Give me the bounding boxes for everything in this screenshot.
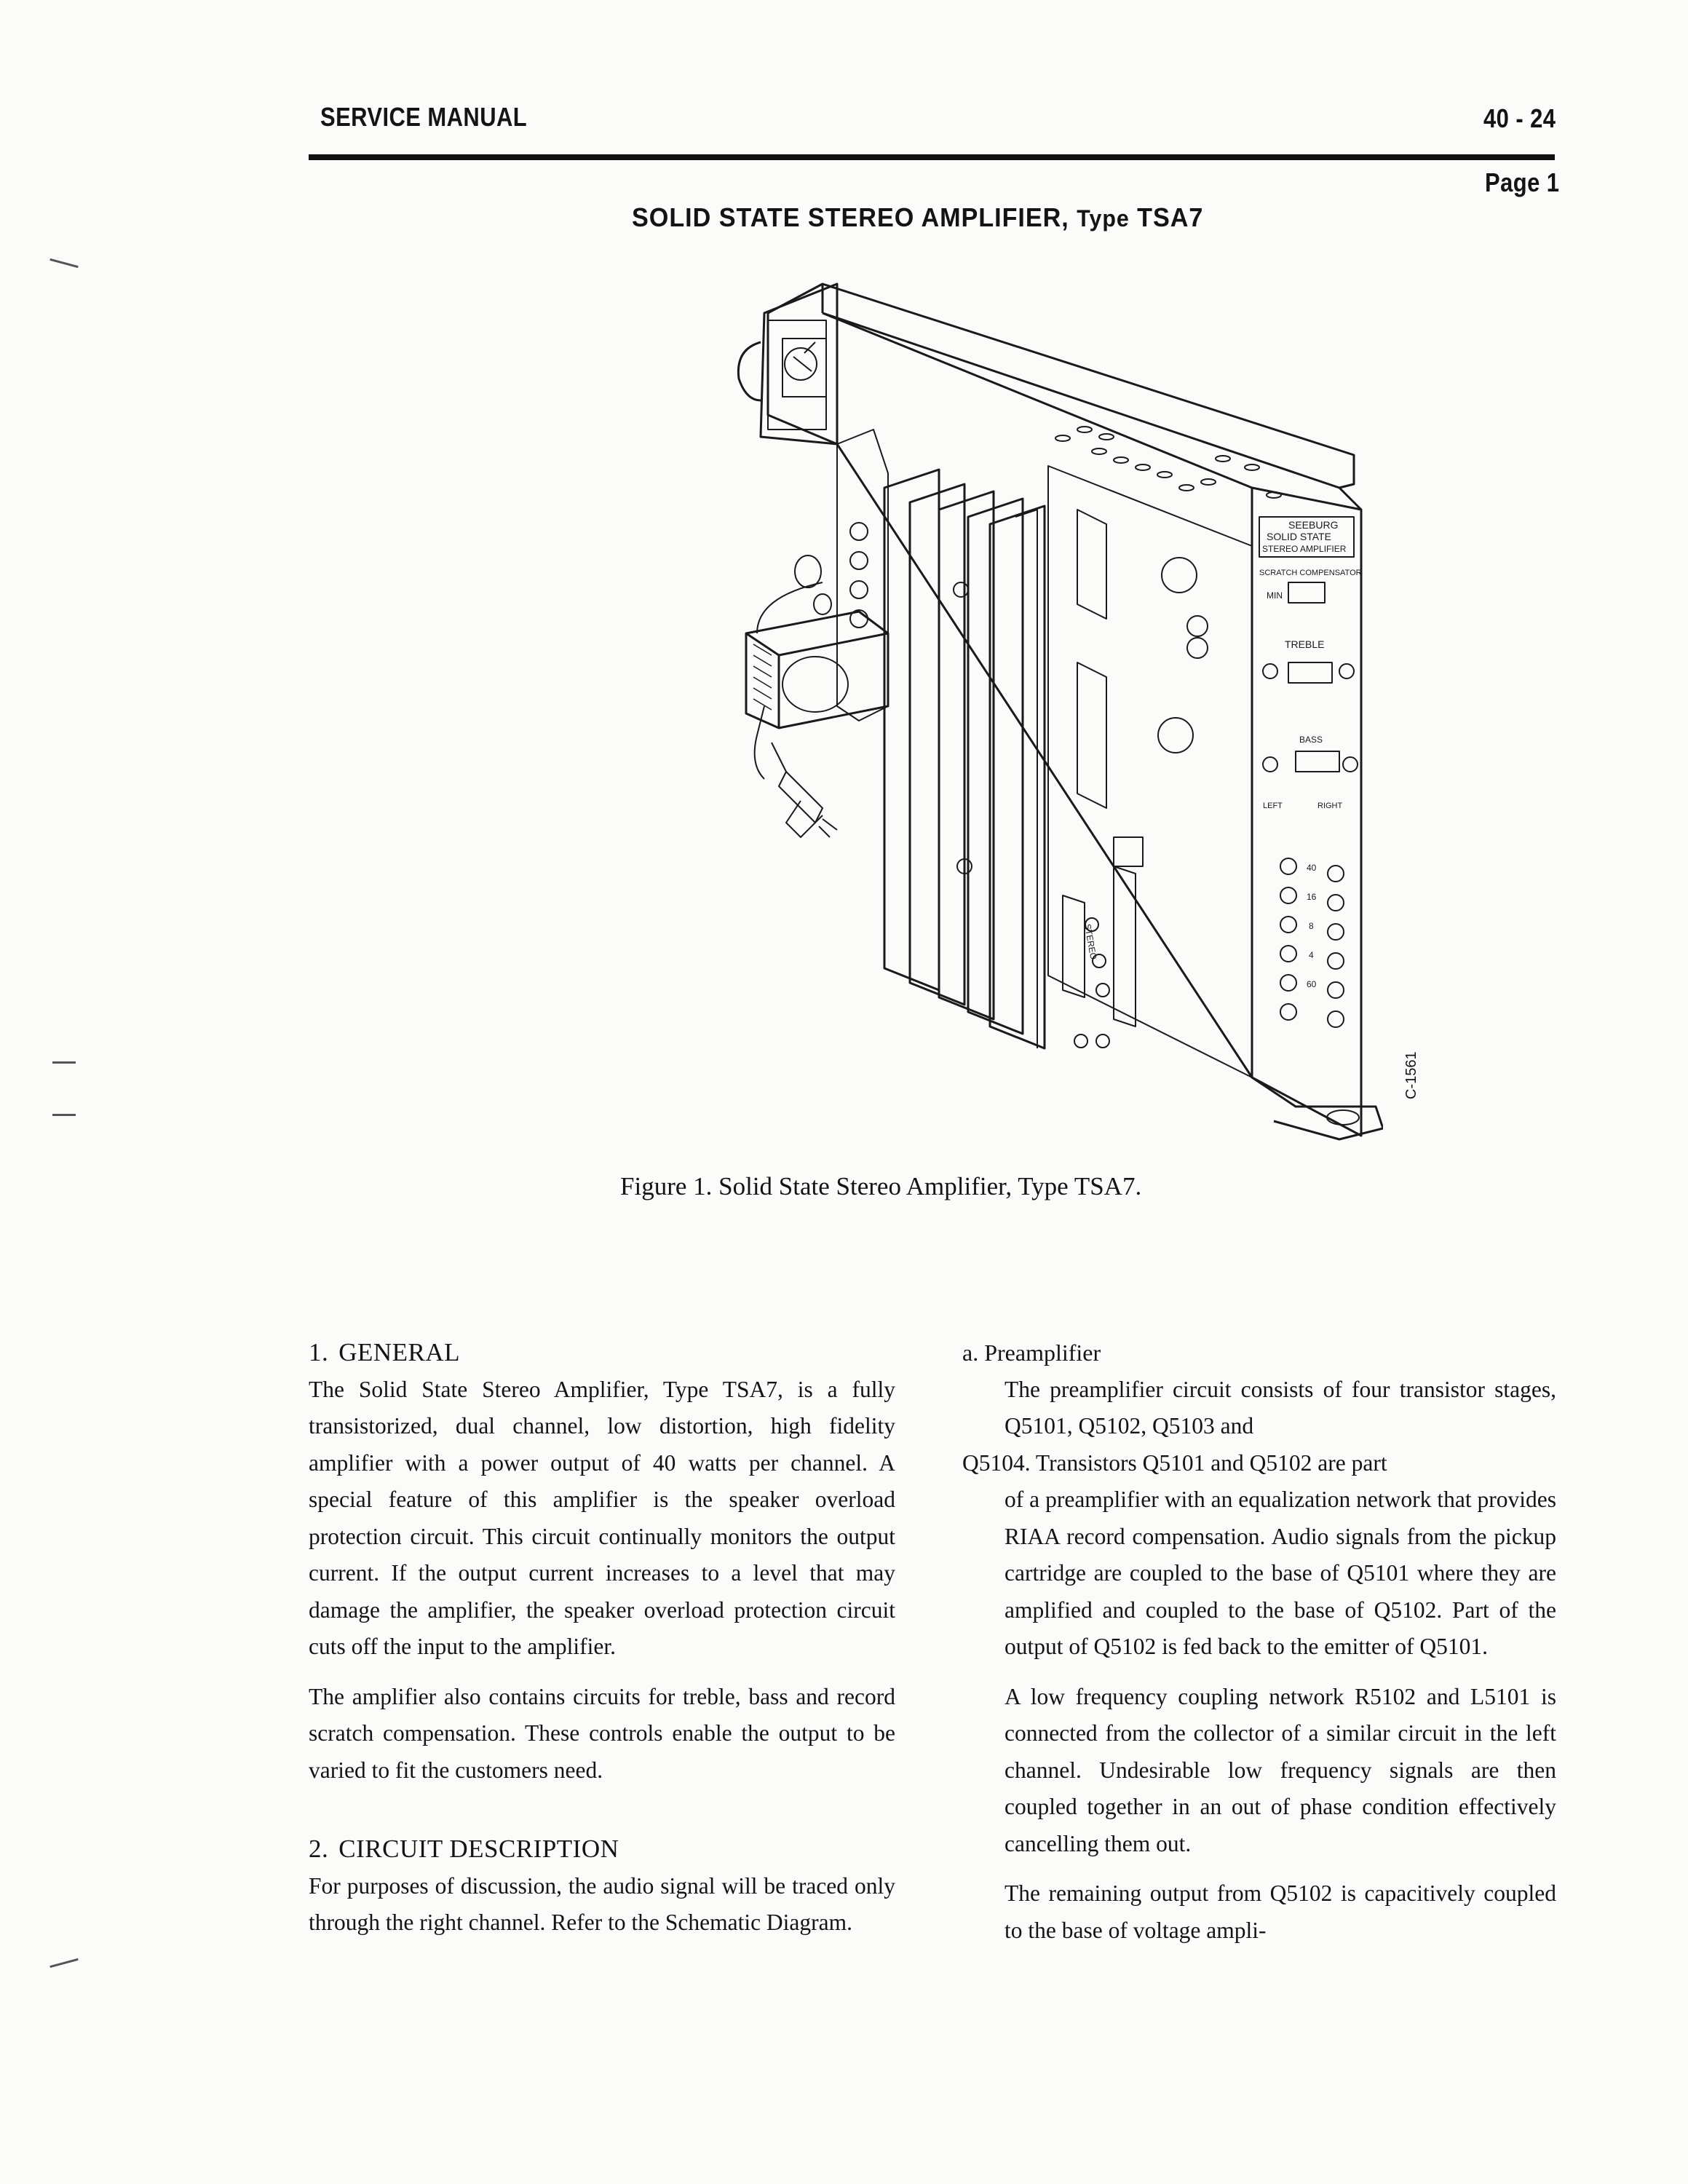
preamplifier-title: Preamplifier <box>984 1340 1101 1366</box>
section-1-title: GENERAL <box>338 1338 461 1366</box>
header-section-number: 40 - 24 <box>1483 103 1556 133</box>
margin-mark <box>52 1061 76 1064</box>
tap-40: 40 <box>1307 863 1317 873</box>
page-title-main: SOLID STATE STEREO AMPLIFIER, <box>632 202 1069 232</box>
section-2-number: 2. <box>309 1835 329 1863</box>
panel-scratch-min: MIN <box>1267 590 1283 601</box>
preamp-paragraph-2: A low frequency coupling network R5102 and L5101 is connected from the collector of a similar circuit in the left channel. Undesirable low frequency signals are then coupled together in an out of phase condition effectively cancelling them out. <box>1005 1683 1556 1856</box>
section-1-heading <box>309 1334 895 1372</box>
page-title-type-word: Type <box>1077 205 1130 232</box>
tap-8: 8 <box>1309 921 1314 931</box>
header-rule <box>309 154 1555 160</box>
board-stereo-label: STEREO <box>1082 923 1099 961</box>
margin-mark <box>52 1114 76 1116</box>
circuit-description-paragraph: For purposes of discussion, the audio signal will be traced only through the right channel. Refer to the Schematic Diagram. <box>309 1872 895 1935</box>
panel-scratch-label: SCRATCH COMPENSATOR <box>1259 569 1362 577</box>
figure-caption: Figure 1. Solid State Stereo Amplifier, Type TSA7. <box>620 1172 1142 1200</box>
section-1-number: 1. <box>309 1338 329 1366</box>
panel-left-label: LEFT <box>1263 802 1283 810</box>
preamp-paragraph-3: The remaining output from Q5102 is capacitively coupled to the base of voltage ampli- <box>1005 1880 1556 1943</box>
amplifier-illustration <box>480 269 1383 1194</box>
preamplifier-letter: a. <box>962 1340 979 1366</box>
margin-mark <box>49 258 78 268</box>
page-title <box>632 202 1203 233</box>
panel-right-label: RIGHT <box>1317 802 1343 810</box>
margin-mark <box>49 1958 78 1968</box>
preamp-paragraph-1b: Q5104. Transistors Q5101 and Q5102 are part <box>962 1449 1387 1476</box>
tap-16: 16 <box>1307 892 1317 902</box>
tap-60: 60 <box>1307 979 1317 989</box>
preamplifier-heading <box>962 1334 1556 1372</box>
header-manual-title: SERVICE MANUAL <box>320 102 528 132</box>
general-paragraph-1: The Solid State Stereo Amplifier, Type TSA7, is a fully transistorized, dual channel, low distortion, high fidelity amplifier with a power output of 40 watts per channel. A special feature of this amplifier is the speaker overload protection circuit. This circuit continually monitors the output current. If the output current increases to a level that may damage the amplifier, the speaker overload protection circuit cuts off the input to the amplifier. <box>309 1376 895 1659</box>
panel-product-line2: STEREO AMPLIFIER <box>1262 544 1347 554</box>
panel-brand: SEEBURG <box>1288 519 1339 531</box>
page-title-model: TSA7 <box>1137 202 1204 232</box>
panel-treble-label: TREBLE <box>1285 638 1325 650</box>
section-2-heading <box>309 1831 895 1868</box>
panel-product-line1: SOLID STATE <box>1267 531 1331 542</box>
preamp-paragraph-1c: of a preamplifier with an equalization network that provides RIAA record compensation. Audio signals from the pickup cartridge are coupled to the base of Q5101 where they are amplified and coupled to the base of Q5102. Part of the output of Q5102 is fed back to the emitter of Q5101. <box>1005 1487 1556 1659</box>
header-page-number: Page 1 <box>1485 167 1560 197</box>
section-2-title: CIRCUIT DESCRIPTION <box>338 1835 619 1863</box>
preamp-paragraph-1a: The preamplifier circuit consists of four transistor stages, Q5101, Q5102, Q5103 and <box>1005 1376 1556 1439</box>
right-column <box>962 1334 1556 1949</box>
panel-bass-label: BASS <box>1299 735 1323 745</box>
figure-code: C-1561 <box>1403 1051 1419 1099</box>
left-column <box>309 1334 895 1942</box>
tap-4: 4 <box>1309 950 1314 960</box>
general-paragraph-2: The amplifier also contains circuits for treble, bass and record scratch compensation. These controls enable the output to be varied to fit the customers need. <box>309 1683 895 1783</box>
